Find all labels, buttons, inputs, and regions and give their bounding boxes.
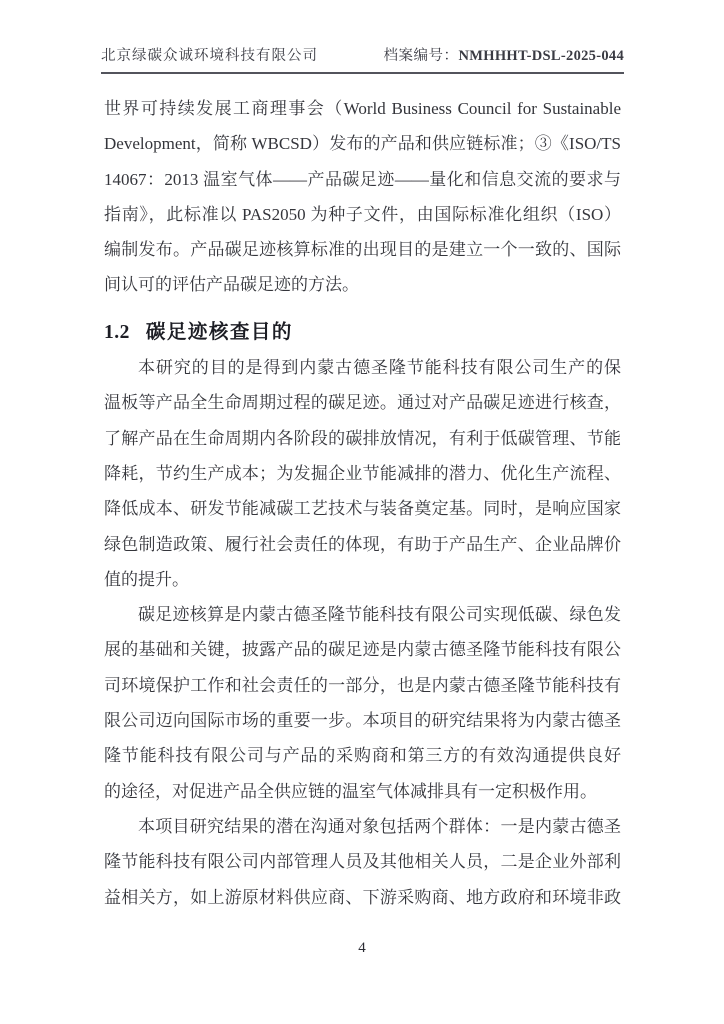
body-text-line: 间认可的评估产品碳足迹的方法。 (104, 275, 359, 295)
body-text-line: 14067：2013 温室气体——产品碳足迹——量化和信息交流的要求与 (104, 169, 621, 189)
body-text-line: 绿色制造政策、履行社会责任的体现，有助于产品生产、企业品牌价 (104, 534, 621, 554)
body-text-line: 编制发布。产品碳足迹核算标准的出现目的是建立一个一致的、国际 (104, 240, 621, 260)
body-text-line: Development，简称 WBCSD）发布的产品和供应链标准；③《ISO/TS (104, 134, 621, 154)
body-text-line: 碳足迹核算是内蒙古德圣隆节能科技有限公司实现低碳、绿色发 (138, 605, 621, 625)
body-text-line: 温板等产品全生命周期过程的碳足迹。通过对产品碳足迹进行核查， (104, 393, 621, 413)
section-heading (104, 315, 621, 350)
body-text-line: 司环境保护工作和社会责任的一部分，也是内蒙古德圣隆节能科技有 (104, 675, 621, 695)
body-text-line: 降耗，节约生产成本；为发掘企业节能减排的潜力、优化生产流程、 (104, 463, 621, 483)
page-header (101, 44, 624, 74)
body-text-line: 隆节能科技有限公司与产品的采购商和第三方的有效沟通提供良好 (104, 746, 621, 766)
file-number-label: 档案编号： (383, 48, 459, 64)
body-text-line: 益相关方，如上游原材料供应商、下游采购商、地方政府和环境非政 (104, 887, 621, 907)
body-text-line: 了解产品在生命周期内各阶段的碳排放情况，有利于低碳管理、节能 (104, 428, 621, 448)
section-number: 1.2 (104, 321, 130, 343)
page-number: 4 (358, 940, 366, 956)
body-text-line: 降低成本、研发节能减碳工艺技术与装备奠定基。同时，是响应国家 (104, 499, 621, 519)
file-number-value: NMHHHT-DSL-2025-044 (458, 48, 624, 64)
body-text-line: 展的基础和关键，披露产品的碳足迹是内蒙古德圣隆节能科技有限公 (104, 640, 621, 660)
body-text-line: 本项目研究结果的潜在沟通对象包括两个群体：一是内蒙古德圣 (138, 816, 621, 836)
body-text-line: 本研究的目的是得到内蒙古德圣隆节能科技有限公司生产的保 (138, 358, 621, 378)
section-title: 碳足迹核查目的 (145, 321, 293, 343)
body-text-line: 的途径，对促进产品全供应链的温室气体减排具有一定积极作用。 (104, 781, 597, 801)
body-text-line: 指南》，此标准以 PAS2050 为种子文件，由国际标准化组织（ISO） (104, 204, 621, 224)
header-file-number (384, 44, 624, 65)
page-footer (0, 940, 724, 957)
body-text-line: 世界可持续发展工商理事会（World Business Council for Sustainable (104, 99, 621, 118)
body-text-line: 值的提升。 (104, 569, 189, 589)
body-text-line: 限公司迈向国际市场的重要一步。本项目的研究结果将为内蒙古德圣 (104, 711, 621, 731)
page-body (104, 91, 621, 915)
body-text-line: 隆节能科技有限公司内部管理人员及其他相关人员，二是企业外部利 (104, 852, 621, 872)
header-company-name: 北京绿碳众诚环境科技有限公司 (101, 48, 318, 64)
